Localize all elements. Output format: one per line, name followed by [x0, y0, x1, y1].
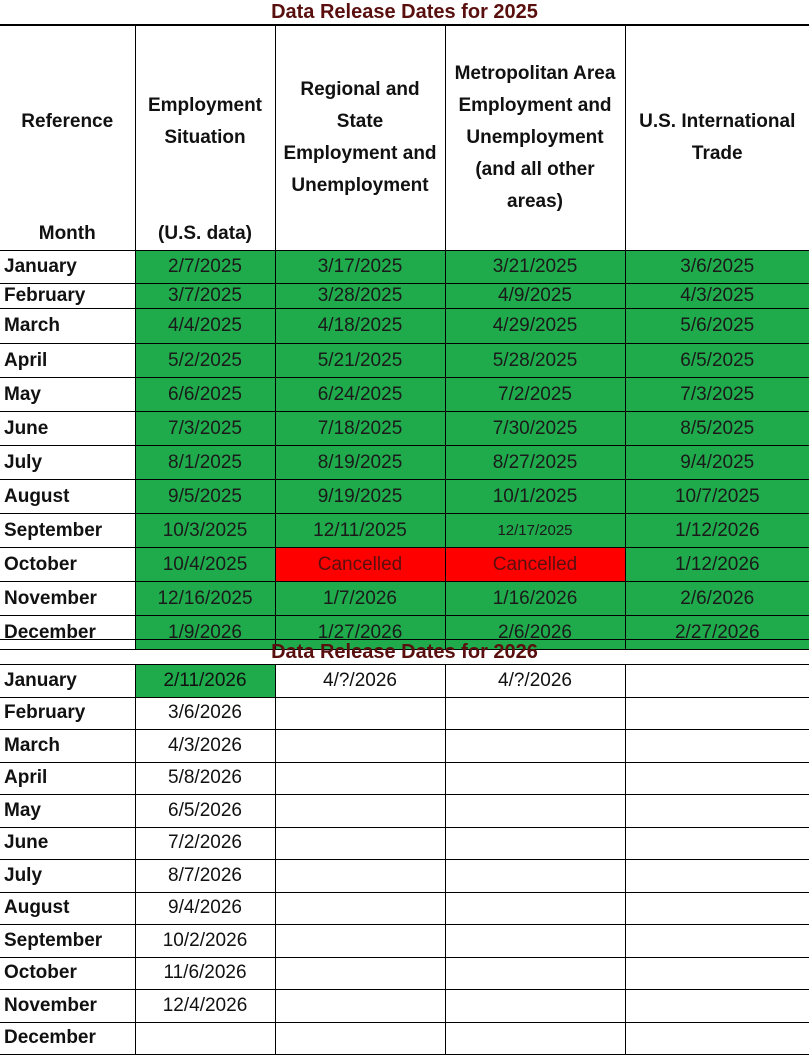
regional-cell: [275, 697, 445, 730]
table-row: [0, 892, 809, 925]
trade-cell: 3/6/2025: [625, 251, 809, 284]
month-cell: March: [0, 309, 135, 344]
employment-situation-cell: 3/6/2026: [135, 697, 275, 730]
regional-cell: 4/?/2026: [275, 665, 445, 698]
month-cell: September: [0, 514, 135, 548]
table-row: [0, 344, 809, 378]
table-row: [0, 1022, 809, 1055]
employment-situation-cell: 5/2/2025: [135, 344, 275, 378]
header-es-line1: Employment: [147, 95, 263, 116]
month-cell: October: [0, 548, 135, 582]
employment-situation-cell: 9/5/2025: [135, 480, 275, 514]
regional-cell: 4/18/2025: [275, 309, 445, 344]
regional-cell: 5/21/2025: [275, 344, 445, 378]
table-row: [0, 548, 809, 582]
metro-cell: [445, 925, 625, 958]
header-es-sub: (U.S. data): [158, 223, 252, 244]
metro-cell: 2/6/2026: [445, 616, 625, 650]
trade-cell: 1/12/2026: [625, 548, 809, 582]
header-reference: Reference: [21, 111, 114, 132]
trade-cell: 9/4/2025: [625, 446, 809, 480]
trade-cell: 7/3/2025: [625, 378, 809, 412]
month-cell: April: [0, 344, 135, 378]
regional-cell: 6/24/2025: [275, 378, 445, 412]
regional-cell: 3/28/2025: [275, 284, 445, 309]
trade-cell: [625, 892, 809, 925]
metro-cell: 12/17/2025: [445, 514, 625, 548]
regional-cell: [275, 925, 445, 958]
trade-cell: [625, 795, 809, 828]
table-row: [0, 480, 809, 514]
table-row: [0, 251, 809, 284]
regional-cell: [275, 1022, 445, 1055]
table-row: [0, 730, 809, 763]
employment-situation-cell: 6/5/2026: [135, 795, 275, 828]
metro-cell: 8/27/2025: [445, 446, 625, 480]
metro-cell: [445, 730, 625, 763]
metro-cell: [445, 762, 625, 795]
regional-cell: [275, 892, 445, 925]
table-row: [0, 284, 809, 309]
regional-cell: [275, 762, 445, 795]
month-cell: October: [0, 957, 135, 990]
regional-cell: [275, 795, 445, 828]
regional-cell: [275, 730, 445, 763]
metro-cell: 1/16/2026: [445, 582, 625, 616]
header-reference-month: [0, 26, 135, 251]
employment-situation-cell: 2/7/2025: [135, 251, 275, 284]
month-cell: June: [0, 827, 135, 860]
title-2025: Data Release Dates for 2025: [0, 0, 809, 25]
month-cell: November: [0, 990, 135, 1023]
table-row: [0, 446, 809, 480]
regional-cell: 7/18/2025: [275, 412, 445, 446]
month-cell: August: [0, 892, 135, 925]
metro-cell: [445, 957, 625, 990]
employment-situation-cell: 5/8/2026: [135, 762, 275, 795]
regional-cell: [275, 990, 445, 1023]
trade-cell: 2/6/2026: [625, 582, 809, 616]
regional-cell: 9/19/2025: [275, 480, 445, 514]
trade-cell: [625, 730, 809, 763]
header-es-line2: Situation: [164, 127, 246, 148]
month-cell: May: [0, 378, 135, 412]
metro-cell: 5/28/2025: [445, 344, 625, 378]
table-row: [0, 665, 809, 698]
metro-cell: 7/30/2025: [445, 412, 625, 446]
month-cell: December: [0, 1022, 135, 1055]
employment-situation-cell: 2/11/2026: [135, 665, 275, 698]
month-cell: July: [0, 860, 135, 893]
table-row: [0, 957, 809, 990]
table-row: [0, 697, 809, 730]
month-cell: June: [0, 412, 135, 446]
table-row: [0, 412, 809, 446]
table-row: [0, 827, 809, 860]
month-cell: April: [0, 762, 135, 795]
employment-situation-cell: 3/7/2025: [135, 284, 275, 309]
employment-situation-cell: 4/3/2026: [135, 730, 275, 763]
regional-cell: 3/17/2025: [275, 251, 445, 284]
trade-cell: 8/5/2025: [625, 412, 809, 446]
metro-cell: [445, 892, 625, 925]
employment-situation-cell: 12/16/2025: [135, 582, 275, 616]
header-employment-situation: [135, 26, 275, 251]
table-row: [0, 860, 809, 893]
employment-situation-cell: 8/1/2025: [135, 446, 275, 480]
metro-cell: 7/2/2025: [445, 378, 625, 412]
metro-cell: [445, 697, 625, 730]
trade-cell: 4/3/2025: [625, 284, 809, 309]
trade-cell: 1/12/2026: [625, 514, 809, 548]
employment-situation-cell: 11/6/2026: [135, 957, 275, 990]
metro-cell: 4/9/2025: [445, 284, 625, 309]
table-row: [0, 514, 809, 548]
month-cell: January: [0, 251, 135, 284]
table-row: [0, 990, 809, 1023]
regional-cell: 1/27/2026: [275, 616, 445, 650]
table-row: [0, 378, 809, 412]
metro-cell: 3/21/2025: [445, 251, 625, 284]
table-row: [0, 795, 809, 828]
header-table: [0, 25, 809, 251]
employment-situation-cell: 10/4/2025: [135, 548, 275, 582]
trade-cell: [625, 665, 809, 698]
trade-cell: [625, 827, 809, 860]
title-2026: Data Release Dates for 2026: [0, 639, 809, 665]
metro-cell: 10/1/2025: [445, 480, 625, 514]
regional-cell: [275, 827, 445, 860]
employment-situation-cell: 10/2/2026: [135, 925, 275, 958]
table-row: [0, 582, 809, 616]
trade-cell: 5/6/2025: [625, 309, 809, 344]
employment-situation-cell: 7/2/2026: [135, 827, 275, 860]
trade-cell: [625, 990, 809, 1023]
metro-cell: [445, 795, 625, 828]
month-cell: February: [0, 697, 135, 730]
header-metro: Metropolitan Area Employment and Unemployment (and all other areas): [445, 26, 625, 251]
trade-cell: [625, 1022, 809, 1055]
employment-situation-cell: 6/6/2025: [135, 378, 275, 412]
month-cell: January: [0, 665, 135, 698]
trade-cell: 2/27/2026: [625, 616, 809, 650]
header-trade: U.S. International Trade: [625, 26, 809, 251]
regional-cell: 12/11/2025: [275, 514, 445, 548]
month-cell: February: [0, 284, 135, 309]
table-row: [0, 762, 809, 795]
metro-cell: [445, 990, 625, 1023]
table-2026: [0, 664, 809, 1055]
employment-situation-cell: 7/3/2025: [135, 412, 275, 446]
regional-cell: 1/7/2026: [275, 582, 445, 616]
trade-cell: [625, 762, 809, 795]
employment-situation-cell: 9/4/2026: [135, 892, 275, 925]
month-cell: March: [0, 730, 135, 763]
employment-situation-cell: 8/7/2026: [135, 860, 275, 893]
regional-cell: [275, 860, 445, 893]
employment-situation-cell: [135, 1022, 275, 1055]
month-cell: November: [0, 582, 135, 616]
month-cell: December: [0, 616, 135, 650]
employment-situation-cell: 4/4/2025: [135, 309, 275, 344]
month-cell: September: [0, 925, 135, 958]
trade-cell: [625, 697, 809, 730]
trade-cell: [625, 925, 809, 958]
metro-cell: [445, 827, 625, 860]
header-month: Month: [38, 223, 96, 244]
regional-cell: Cancelled: [275, 548, 445, 582]
trade-cell: 6/5/2025: [625, 344, 809, 378]
employment-situation-cell: 12/4/2026: [135, 990, 275, 1023]
metro-cell: 4/?/2026: [445, 665, 625, 698]
table-row: [0, 925, 809, 958]
employment-situation-cell: 1/9/2026: [135, 616, 275, 650]
month-cell: July: [0, 446, 135, 480]
employment-situation-cell: 10/3/2025: [135, 514, 275, 548]
metro-cell: Cancelled: [445, 548, 625, 582]
table-2025: [0, 250, 809, 650]
regional-cell: 8/19/2025: [275, 446, 445, 480]
table-row: [0, 309, 809, 344]
month-cell: August: [0, 480, 135, 514]
metro-cell: 4/29/2025: [445, 309, 625, 344]
header-regional: Regional and State Employment and Unemployment: [275, 26, 445, 251]
trade-cell: [625, 860, 809, 893]
month-cell: May: [0, 795, 135, 828]
trade-cell: 10/7/2025: [625, 480, 809, 514]
metro-cell: [445, 860, 625, 893]
trade-cell: [625, 957, 809, 990]
regional-cell: [275, 957, 445, 990]
metro-cell: [445, 1022, 625, 1055]
